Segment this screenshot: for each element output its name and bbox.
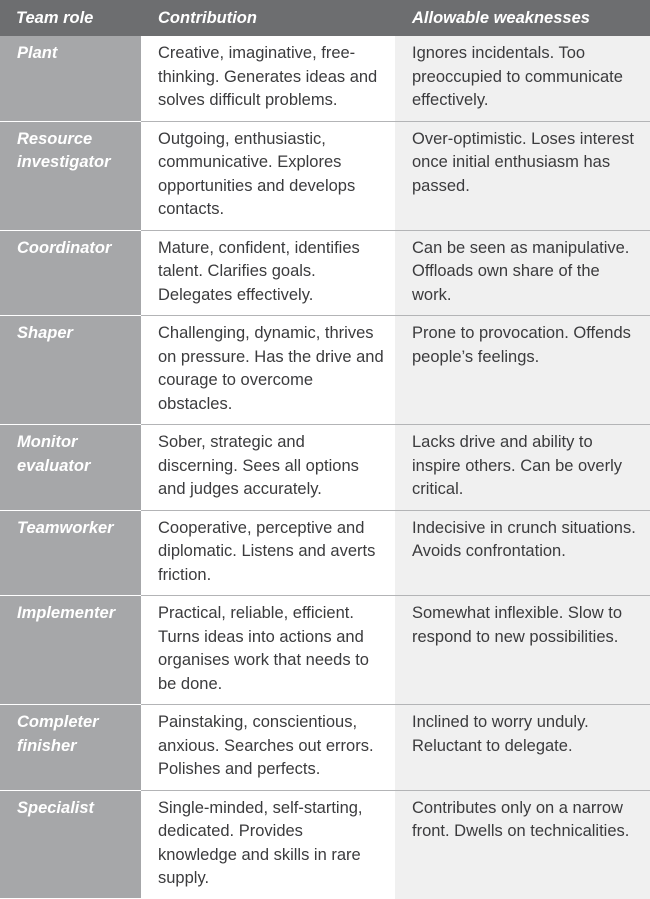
table-row xyxy=(0,36,650,121)
header-contribution: Contribution xyxy=(141,0,395,36)
team-role-cell: Teamworker xyxy=(0,510,141,596)
weaknesses-cell: Indecisive in crunch situations. Avoids confrontation. xyxy=(395,510,650,596)
weaknesses-cell: Ignores incidentals. Too preoccupied to communicate effectively. xyxy=(395,36,650,121)
team-role-cell: Implementer xyxy=(0,596,141,705)
table-row xyxy=(0,121,650,230)
contribution-cell: Practical, reliable, efficient. Turns ideas into actions and organises work that needs to be done. xyxy=(141,596,395,705)
table-row xyxy=(0,705,650,791)
team-role-cell: Monitor evaluator xyxy=(0,425,141,511)
weaknesses-cell: Can be seen as manipulative. Offloads own share of the work. xyxy=(395,230,650,316)
table-row xyxy=(0,316,650,425)
header-allowable-weaknesses: Allowable weaknesses xyxy=(395,0,650,36)
contribution-cell: Single-minded, self-starting, dedicated. Provides knowledge and skills in rare supply. xyxy=(141,790,395,899)
contribution-cell: Cooperative, perceptive and diplomatic. Listens and averts friction. xyxy=(141,510,395,596)
table-row xyxy=(0,596,650,705)
contribution-cell: Painstaking, conscientious, anxious. Searches out errors. Polishes and perfects. xyxy=(141,705,395,791)
table-row xyxy=(0,510,650,596)
contribution-cell: Creative, imaginative, free-thinking. Generates ideas and solves difficult problems. xyxy=(141,36,395,121)
weaknesses-cell: Somewhat inflexible. Slow to respond to new possibilities. xyxy=(395,596,650,705)
team-role-cell: Shaper xyxy=(0,316,141,425)
weaknesses-cell: Prone to provocation. Offends people’s feelings. xyxy=(395,316,650,425)
team-role-cell: Plant xyxy=(0,36,141,121)
contribution-cell: Challenging, dynamic, thrives on pressure. Has the drive and courage to overcome obstacles. xyxy=(141,316,395,425)
table-header xyxy=(0,0,650,36)
team-role-cell: Coordinator xyxy=(0,230,141,316)
weaknesses-cell: Over-optimistic. Loses interest once initial enthusiasm has passed. xyxy=(395,121,650,230)
contribution-cell: Mature, confident, identifies talent. Clarifies goals. Delegates effectively. xyxy=(141,230,395,316)
header-team-role: Team role xyxy=(0,0,141,36)
table-row xyxy=(0,230,650,316)
team-role-cell: Completer finisher xyxy=(0,705,141,791)
team-role-cell: Specialist xyxy=(0,790,141,899)
header-row xyxy=(0,0,650,36)
contribution-cell: Sober, strategic and discerning. Sees all options and judges accurately. xyxy=(141,425,395,511)
team-role-cell: Resource investigator xyxy=(0,121,141,230)
table-row xyxy=(0,790,650,899)
table-body xyxy=(0,36,650,899)
contribution-cell: Outgoing, enthusiastic, communicative. Explores opportunities and develops contacts. xyxy=(141,121,395,230)
weaknesses-cell: Lacks drive and ability to inspire others. Can be overly critical. xyxy=(395,425,650,511)
table-row xyxy=(0,425,650,511)
weaknesses-cell: Contributes only on a narrow front. Dwells on technicalities. xyxy=(395,790,650,899)
weaknesses-cell: Inclined to worry unduly. Reluctant to delegate. xyxy=(395,705,650,791)
